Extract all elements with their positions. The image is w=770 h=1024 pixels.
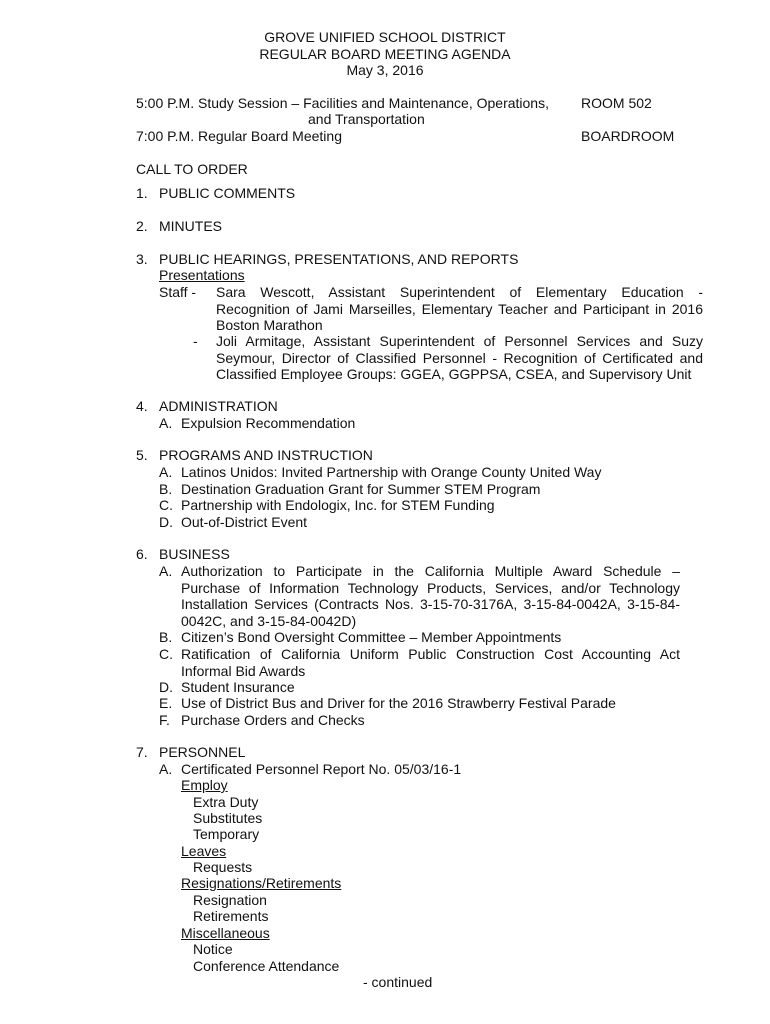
presentation-item: Joli Armitage, Assistant Superintendent of Personnel Services and Suzy Seymour, Director of Classified Personnel - Recognition of Certificated and Classified Employee Groups: GGEA, GGPPSA, CSEA, and Supervisory Unit: [216, 333, 703, 382]
item-number: 4.: [136, 398, 148, 414]
continued-note: - continued: [363, 974, 433, 990]
staff-label: Staff -: [159, 284, 197, 300]
item-title-hearings: PUBLIC HEARINGS, PRESENTATIONS, AND REPORTS: [159, 251, 519, 267]
section-heading-resignations: Resignations/Retirements: [181, 875, 342, 891]
study-session-cont: and Transportation: [308, 111, 425, 127]
item-number: 7.: [136, 744, 148, 760]
sub-item-text: Student Insurance: [181, 679, 295, 695]
sub-item-text: Authorization to Participate in the California Multiple Award Schedule – Purchase of Information Technology Products, Services, and/or Technology Installation Services (Contracts Nos. 3-15-70-3176A, 3-15-84-0042A, 3-15-84-0042C, and 3-15-84-0042D): [181, 563, 680, 629]
sub-item-letter: D.: [159, 514, 173, 530]
study-session-line: 5:00 P.M. Study Session – Facilities and Maintenance, Operations,: [136, 95, 549, 111]
sub-item-text: Destination Graduation Grant for Summer STEM Program: [181, 481, 541, 497]
regular-meeting-room: BOARDROOM: [581, 128, 675, 144]
section-heading-leaves: Leaves: [181, 843, 227, 859]
section-heading-miscellaneous: Miscellaneous: [181, 925, 270, 941]
sub-item-text: Ratification of California Uniform Public Construction Cost Accounting Act Informal Bid Awards: [181, 646, 680, 679]
list-item: Resignation: [193, 892, 267, 908]
item-title-minutes: MINUTES: [159, 218, 222, 234]
sub-item-text: Latinos Unidos: Invited Partnership with Orange County United Way: [181, 464, 602, 480]
regular-meeting-line: 7:00 P.M. Regular Board Meeting: [136, 128, 342, 144]
list-item: Retirements: [193, 908, 269, 924]
sub-item-letter: A.: [159, 415, 173, 431]
item-title-public-comments: PUBLIC COMMENTS: [159, 185, 296, 201]
sub-item-text: Expulsion Recommendation: [181, 415, 356, 431]
item-number: 6.: [136, 546, 148, 562]
sub-item-text: Certificated Personnel Report No. 05/03/16-1: [181, 761, 462, 777]
sub-item-text: Citizen’s Bond Oversight Committee – Member Appointments: [181, 629, 562, 645]
item-title-administration: ADMINISTRATION: [159, 398, 278, 414]
sub-item-text: Out-of-District Event: [181, 514, 308, 530]
meeting-date: May 3, 2016: [346, 62, 424, 78]
section-heading-employ: Employ: [181, 777, 228, 793]
sub-item-text: Partnership with Endologix, Inc. for STEM Funding: [181, 497, 495, 513]
list-item: Conference Attendance: [193, 958, 340, 974]
presentations-heading: Presentations: [159, 267, 245, 283]
sub-item-letter: A.: [159, 464, 173, 480]
item-number: 3.: [136, 251, 148, 267]
item-title-programs: PROGRAMS AND INSTRUCTION: [159, 447, 373, 463]
sub-item-letter: B.: [159, 481, 173, 497]
sub-item-letter: A.: [159, 563, 173, 579]
study-session-room: ROOM 502: [581, 95, 652, 111]
list-item: Temporary: [193, 826, 260, 842]
agenda-title: REGULAR BOARD MEETING AGENDA: [259, 46, 511, 62]
sub-item-letter: D.: [159, 679, 173, 695]
sub-item-letter: E.: [159, 695, 173, 711]
sub-item-text: Use of District Bus and Driver for the 2016 Strawberry Festival Parade: [181, 695, 616, 711]
sub-item-text: Purchase Orders and Checks: [181, 712, 365, 728]
list-item: Extra Duty: [193, 794, 259, 810]
sub-item-letter: C.: [159, 497, 173, 513]
presentation-item: Sara Wescott, Assistant Superintendent of Elementary Education - Recognition of Jami Marseilles, Elementary Teacher and Participant in 2016 Boston Marathon: [216, 284, 703, 333]
sub-item-letter: F.: [159, 712, 170, 728]
district-name: GROVE UNIFIED SCHOOL DISTRICT: [264, 29, 506, 45]
item-number: 2.: [136, 218, 148, 234]
sub-item-letter: B.: [159, 629, 173, 645]
sub-item-letter: C.: [159, 646, 173, 662]
item-number: 1.: [136, 185, 148, 201]
list-item: Notice: [193, 941, 233, 957]
item-title-personnel: PERSONNEL: [159, 744, 246, 760]
item-title-business: BUSINESS: [159, 546, 230, 562]
item-number: 5.: [136, 447, 148, 463]
list-item: Substitutes: [193, 810, 263, 826]
presentation-dash: -: [193, 333, 198, 349]
call-to-order: CALL TO ORDER: [136, 161, 248, 177]
sub-item-letter: A.: [159, 761, 173, 777]
list-item: Requests: [193, 859, 253, 875]
